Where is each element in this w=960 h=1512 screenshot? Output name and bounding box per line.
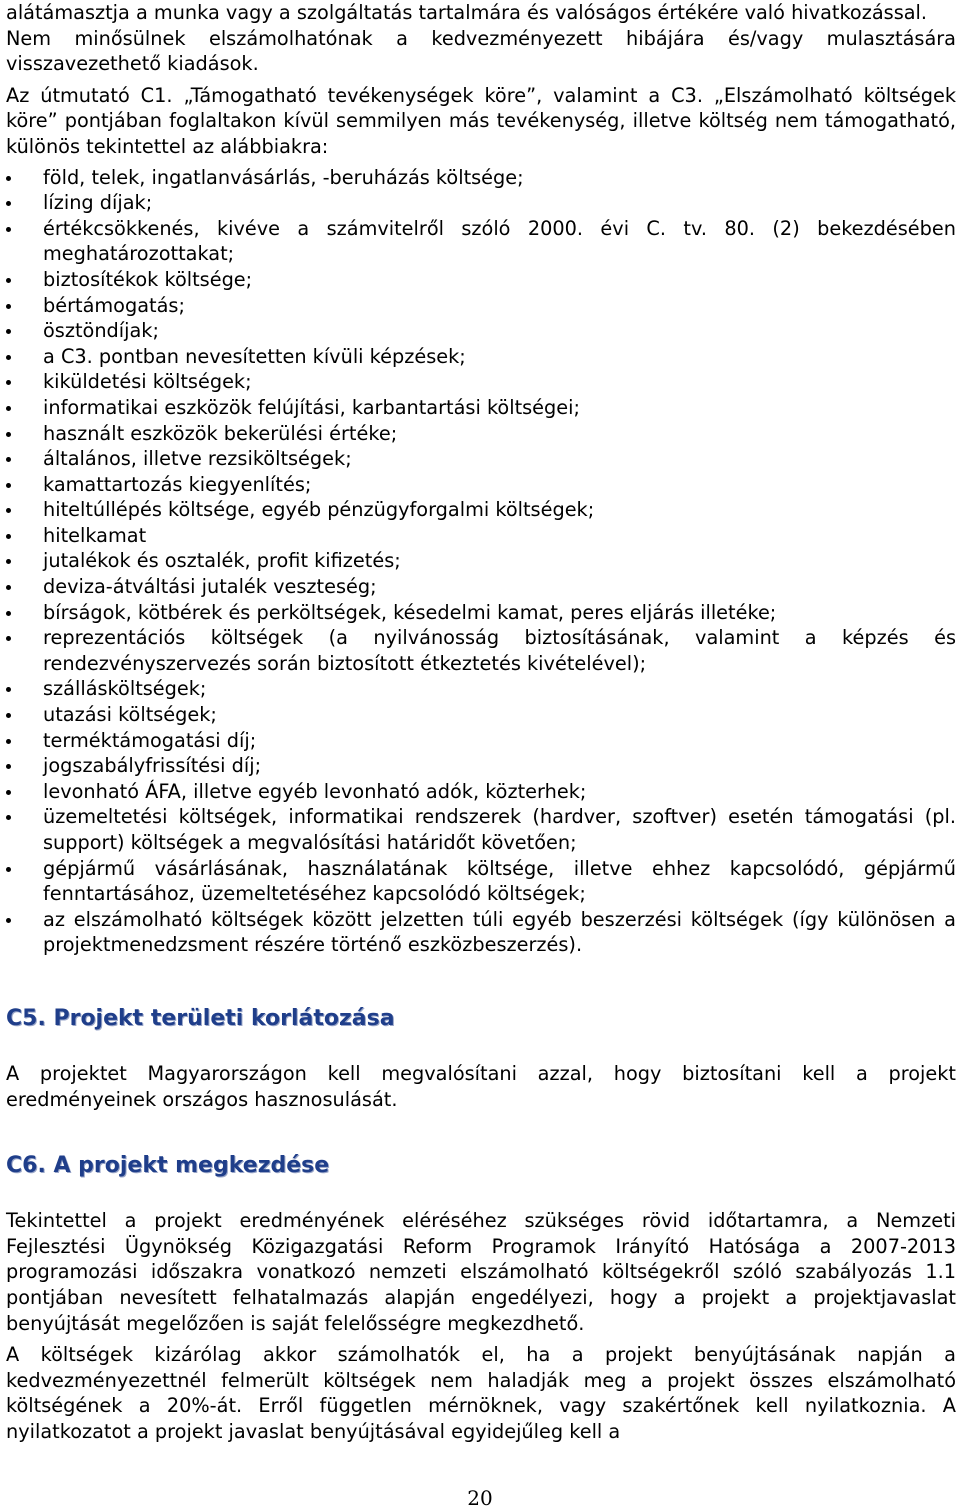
bullet-icon [6, 278, 11, 283]
non-eligible-cost-list [6, 165, 956, 958]
bullet-icon [6, 227, 11, 232]
list-item: bértámogatás; [6, 293, 956, 319]
bullet-icon [6, 406, 11, 411]
paragraph-non-supported-intro: Az útmutató C1. „Támogatható tevékenységek köre”, valamint a C3. „Elszámolható költségek köre” pontjában foglaltakon kívül semmilyen más tevékenység, illetve költség nem támogatható, különös tekintettel az alábbiakra: [6, 83, 956, 158]
page-content [6, 0, 956, 1445]
bullet-icon [6, 176, 11, 181]
bullet-icon [6, 867, 11, 872]
page-number: 20 [467, 1486, 493, 1510]
list-item: reprezentációs költségek (a nyilvánosság biztosításának, valamint a képzés és rendezvényszervezés során biztosított étkeztetés kivételével); [6, 625, 956, 676]
list-item: üzemeltetési költségek, informatikai rendszerek (hardver, szoftver) esetén támogatási (pl. support) költségek a megvalósítási határidőt követően; [6, 804, 956, 855]
bullet-icon [6, 815, 11, 820]
bullet-icon [6, 457, 11, 462]
bullet-icon [6, 559, 11, 564]
bullet-icon [6, 764, 11, 769]
list-item: levonható ÁFA, illetve egyéb levonható adók, közterhek; [6, 779, 956, 805]
paragraph-non-eligible-faults: Nem minősülnek elszámolhatónak a kedvezményezett hibájára és/vagy mulasztására visszavezethető kiadások. [6, 26, 956, 76]
section-heading-c5: C5. Projekt területi korlátozása [6, 1005, 395, 1031]
paragraph-c6-1: Tekintettel a projekt eredményének eléréséhez szükséges rövid időtartamra, a Nemzeti Fejlesztési Ügynökség Közigazgatási Reform Programok Irányító Hatósága a 2007-2013 programozási időszakra vonatkozó nemzeti elszámolható költségekről szóló szabályozás 1.1 pontjában nevesített felhatalmazás alapján engedélyezi, hogy a projekt a projektjavaslat benyújtását megelőzően is saját felelősségre megkezdhető. [6, 1209, 956, 1335]
list-item: deviza-átváltási jutalék veszteség; [6, 574, 956, 600]
list-item: kiküldetési költségek; [6, 369, 956, 395]
bullet-icon [6, 790, 11, 795]
paragraph-c5: A projektet Magyarországon kell megvalósítani azzal, hogy biztosítani kell a projekt eredményeinek országos hasznosulását. [6, 1061, 956, 1111]
list-item: bírságok, kötbérek és perköltségek, késedelmi kamat, peres eljárás illetéke; [6, 600, 956, 626]
bullet-icon [6, 304, 11, 309]
list-item: jutalékok és osztalék, profit kifizetés; [6, 548, 956, 574]
list-item: az elszámolható költségek között jelzetten túli egyéb beszerzési költségek (így különösen a projektmenedzsment részére történő eszközbeszerzés). [6, 907, 956, 958]
paragraph-c6-2: A költségek kizárólag akkor számolhatók el, ha a projekt benyújtásának napján a kedvezményezettnél felmerült költségek nem haladják meg a projekt összes elszámolható költségének a 20%-át. Erről független mérnöknek, vagy szakértőnek kell nyilatkoznia. A nyilatkozatot a projekt javaslat benyújtásával egyidejűleg kell a [6, 1343, 956, 1443]
list-item: lízing díjak; [6, 190, 956, 216]
bullet-icon [6, 329, 11, 334]
list-item: utazási költségek; [6, 702, 956, 728]
list-item: ösztöndíjak; [6, 318, 956, 344]
list-item: szállásköltségek; [6, 676, 956, 702]
bullet-icon [6, 508, 11, 513]
list-item: értékcsökkenés, kivéve a számvitelről szóló 2000. évi C. tv. 80. (2) bekezdésében meghatározottakat; [6, 216, 956, 267]
bullet-icon [6, 432, 11, 437]
bullet-icon [6, 636, 11, 641]
bullet-icon [6, 534, 11, 539]
paragraph-reference: alátámasztja a munka vagy a szolgáltatás tartalmára és valóságos értékére való hivatkozással. [6, 1, 928, 24]
list-item: informatikai eszközök felújítási, karbantartási költségei; [6, 395, 956, 421]
bullet-icon [6, 483, 11, 488]
bullet-icon [6, 611, 11, 616]
bullet-icon [6, 355, 11, 360]
list-item: terméktámogatási díj; [6, 728, 956, 754]
bullet-icon [6, 739, 11, 744]
section-heading-c6: C6. A projekt megkezdése [6, 1153, 330, 1179]
bullet-icon [6, 918, 11, 923]
list-item: használt eszközök bekerülési értéke; [6, 421, 956, 447]
list-item: a C3. pontban nevesítetten kívüli képzések; [6, 344, 956, 370]
list-item: gépjármű vásárlásának, használatának költsége, illetve ehhez kapcsolódó, gépjármű fenntartásához, üzemeltetéséhez kapcsolódó költségek; [6, 856, 956, 907]
list-item: hitelkamat [6, 523, 956, 549]
list-item: föld, telek, ingatlanvásárlás, -beruházás költsége; [6, 165, 956, 191]
list-item: általános, illetve rezsiköltségek; [6, 446, 956, 472]
bullet-icon [6, 713, 11, 718]
list-item: kamattartozás kiegyenlítés; [6, 472, 956, 498]
bullet-icon [6, 585, 11, 590]
bullet-icon [6, 380, 11, 385]
bullet-icon [6, 201, 11, 206]
bullet-icon [6, 687, 11, 692]
list-item: jogszabályfrissítési díj; [6, 753, 956, 779]
list-item: hiteltúllépés költsége, egyéb pénzügyforgalmi költségek; [6, 497, 956, 523]
list-item: biztosítékok költsége; [6, 267, 956, 293]
